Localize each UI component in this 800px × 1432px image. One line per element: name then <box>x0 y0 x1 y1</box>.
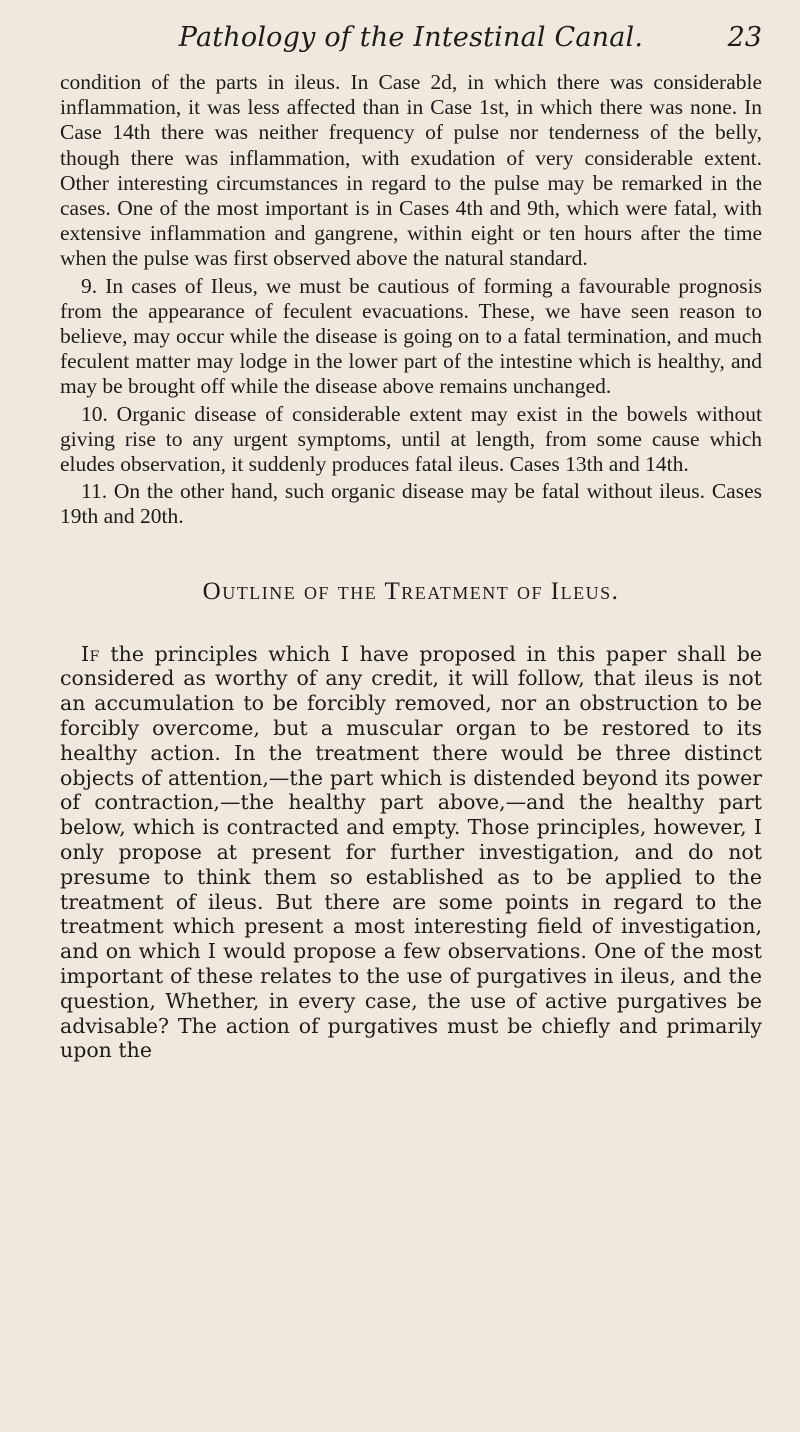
page-header <box>60 0 762 70</box>
opening-word: If <box>81 641 100 666</box>
running-title: Pathology of the Intestinal Canal. <box>178 22 644 53</box>
treatment-text: the principles which I have proposed in this paper shall be considered as worthy of any credit, it will follow, that ileus is not an accumulation to be forcibly removed, nor an obstruction to be forcibly overcome, but a muscular organ to be restored to its healthy action. In the treatment there would be three distinct objects of attention,—the part which is distended beyond its power of contraction,—the healthy part above,—and the healthy part below, which is contracted and empty. Those principles, however, I only propose at present for further investigation, and do not presume to think them so established as to be applied to the treatment of ileus. But there are some points in regard to the treatment which present a most interesting field of investigation, and on which I would propose a few observations. One of the most important of these relates to the use of purgatives in ileus, and the question, Whether, in every case, the use of active purgatives be advisable? The action of purgatives must be chiefly and primarily upon the <box>60 641 762 1063</box>
treatment-paragraph <box>60 642 762 1064</box>
paragraph-continued: condition of the parts in ileus. In Case 2d, in which there was considerable inflammation, it was less affected than in Case 1st, in which there was none. In Case 14th there was neither frequency of pulse nor tenderness of the belly, though there was inflammation, with exudation of very considerable extent. Other interesting circumstances in regard to the pulse may be remarked in the cases. One of the most important is in Cases 4th and 9th, which were fatal, with extensive inflammation and gangrene, within eight or ten hours after the time when the pulse was first observed above the natural standard. <box>60 70 762 271</box>
paragraph-11: 11. On the other hand, such organic disease may be fatal without ileus. Cases 19th and 20th. <box>60 479 762 529</box>
paragraph-10: 10. Organic disease of considerable extent may exist in the bowels without giving rise to any urgent symptoms, until at length, from some cause which eludes observation, it suddenly produces fatal ileus. Cases 13th and 14th. <box>60 401 762 477</box>
section-heading: Outline of the Treatment of Ileus. <box>202 577 620 605</box>
paragraph-9: 9. In cases of Ileus, we must be cautious of forming a favourable prognosis from the appearance of feculent evacuations. These, we have seen reason to believe, may occur while the disease is going on to a fatal termination, and much feculent matter may lodge in the lower part of the intestine which is healthy, and may be brought off while the disease above remains unchanged. <box>60 273 762 399</box>
body-text <box>60 70 762 530</box>
page-number: 23 <box>727 22 762 53</box>
